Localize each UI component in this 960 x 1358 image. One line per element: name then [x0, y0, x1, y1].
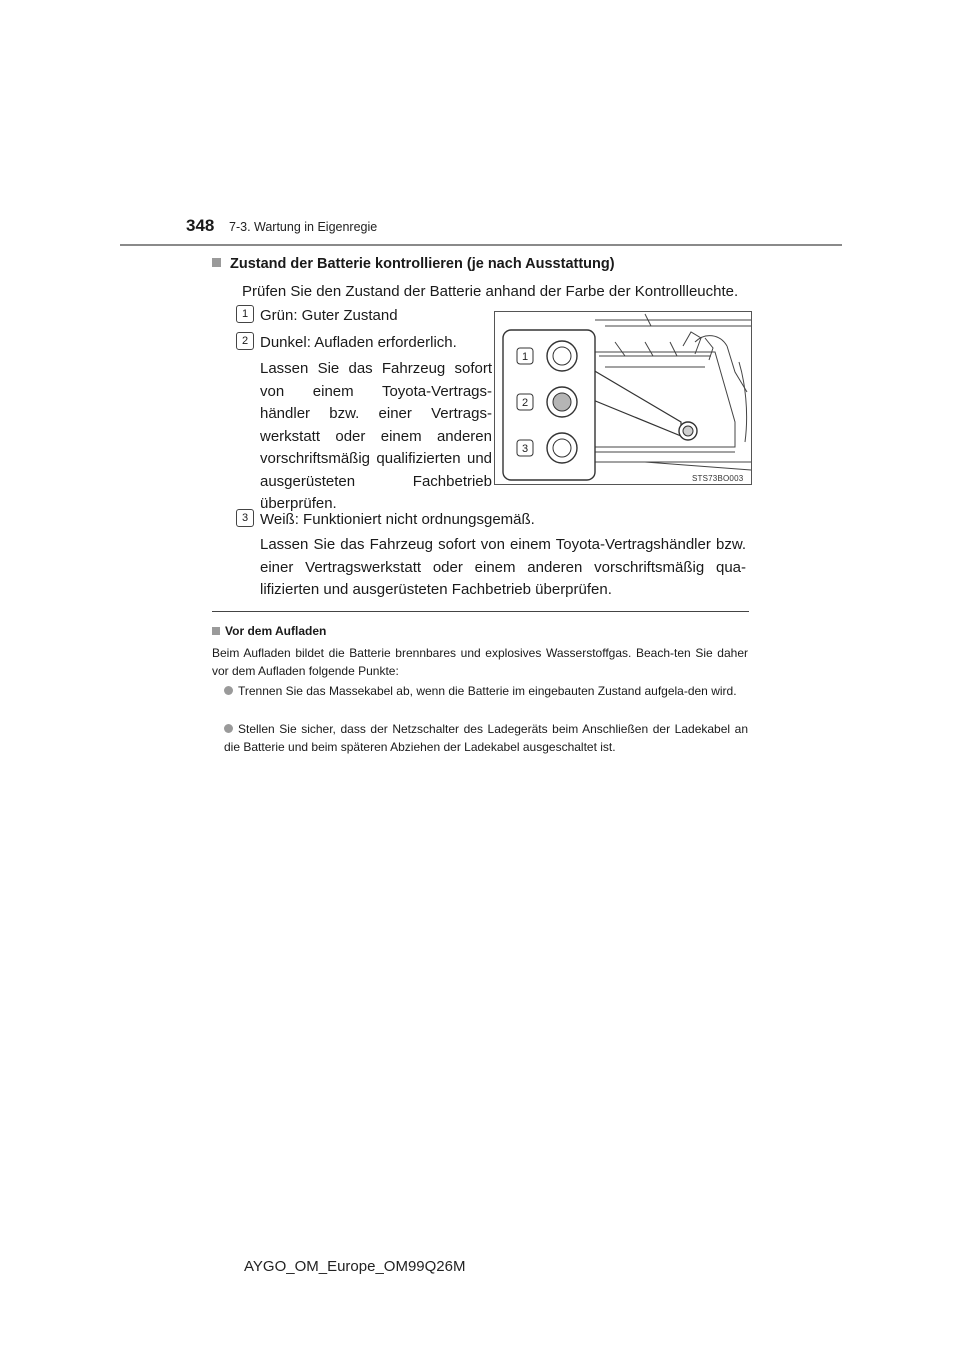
square-bullet-icon: [212, 258, 221, 267]
figure-label-3: 3: [521, 443, 529, 455]
figure-label-2: 2: [521, 397, 529, 409]
item-3-detail: Lassen Sie das Fahrzeug sofort von einem Toyota-Vertragshändler bzw. einer Vertragswerkstatt oder einem anderen vorschriftsmäßig qua-lifizierten und ausgerüsteten Fachbetrieb überprüfen.: [260, 536, 746, 598]
note-bullet-2: [224, 720, 748, 756]
section-heading: [212, 256, 615, 272]
item-2-text: Dunkel: Aufladen erforderlich.: [260, 334, 457, 351]
figure-code: STS73BO003: [692, 474, 744, 483]
item-3-text: Weiß: Funktioniert nicht ordnungsgemäß.: [260, 511, 535, 528]
step-number-3: 3: [236, 509, 254, 527]
item-2-detail: Lassen Sie das Fahrzeug sofort von einem Toyota-Vertrags-händler bzw. einer Vertrags-werkstatt oder einem anderen vorschriftsmäßig qualifizierten und ausgerüsteten Fachbetrieb überprüfen.: [260, 360, 492, 512]
note-bullet-1-text: Trennen Sie das Massekabel ab, wenn die Batterie im eingebauten Zustand aufgela-den wird.: [238, 684, 737, 698]
note-bullet-1: [224, 682, 748, 700]
footer-code: AYGO_OM_Europe_OM99Q26M: [244, 1258, 466, 1275]
page-number: 348: [186, 216, 215, 235]
square-bullet-icon: [212, 627, 220, 635]
note-heading: [212, 624, 326, 638]
circle-bullet-icon: [224, 686, 233, 695]
note-title: Vor dem Aufladen: [225, 624, 327, 638]
intro-paragraph: Prüfen Sie den Zustand der Batterie anhand der Farbe der Kontrollleuchte.: [242, 283, 739, 300]
note-bullet-2-text: Stellen Sie sicher, dass der Netzschalter des Ladegeräts beim Anschließen der Ladekabel an die Batterie und beim späteren Abziehen der Ladekabel ausgeschaltet ist.: [224, 722, 748, 754]
step-number-1: 1: [236, 305, 254, 323]
battery-indicator-figure: [494, 311, 752, 485]
note-rule: [212, 611, 749, 612]
circle-bullet-icon: [224, 724, 233, 733]
heading-text: Zustand der Batterie kontrollieren (je nach Ausstattung): [230, 256, 615, 272]
item-1-text: Grün: Guter Zustand: [260, 307, 398, 324]
note-paragraph: Beim Aufladen bildet die Batterie brennbares und explosives Wasserstoffgas. Beach-ten Sie daher vor dem Aufladen folgende Punkte:: [212, 646, 748, 678]
step-number-2: 2: [236, 332, 254, 350]
battery-illustration: [495, 312, 751, 484]
section-title: 7-3. Wartung in Eigenregie: [229, 220, 378, 234]
header-rule: [120, 244, 842, 246]
figure-label-1: 1: [521, 351, 529, 363]
